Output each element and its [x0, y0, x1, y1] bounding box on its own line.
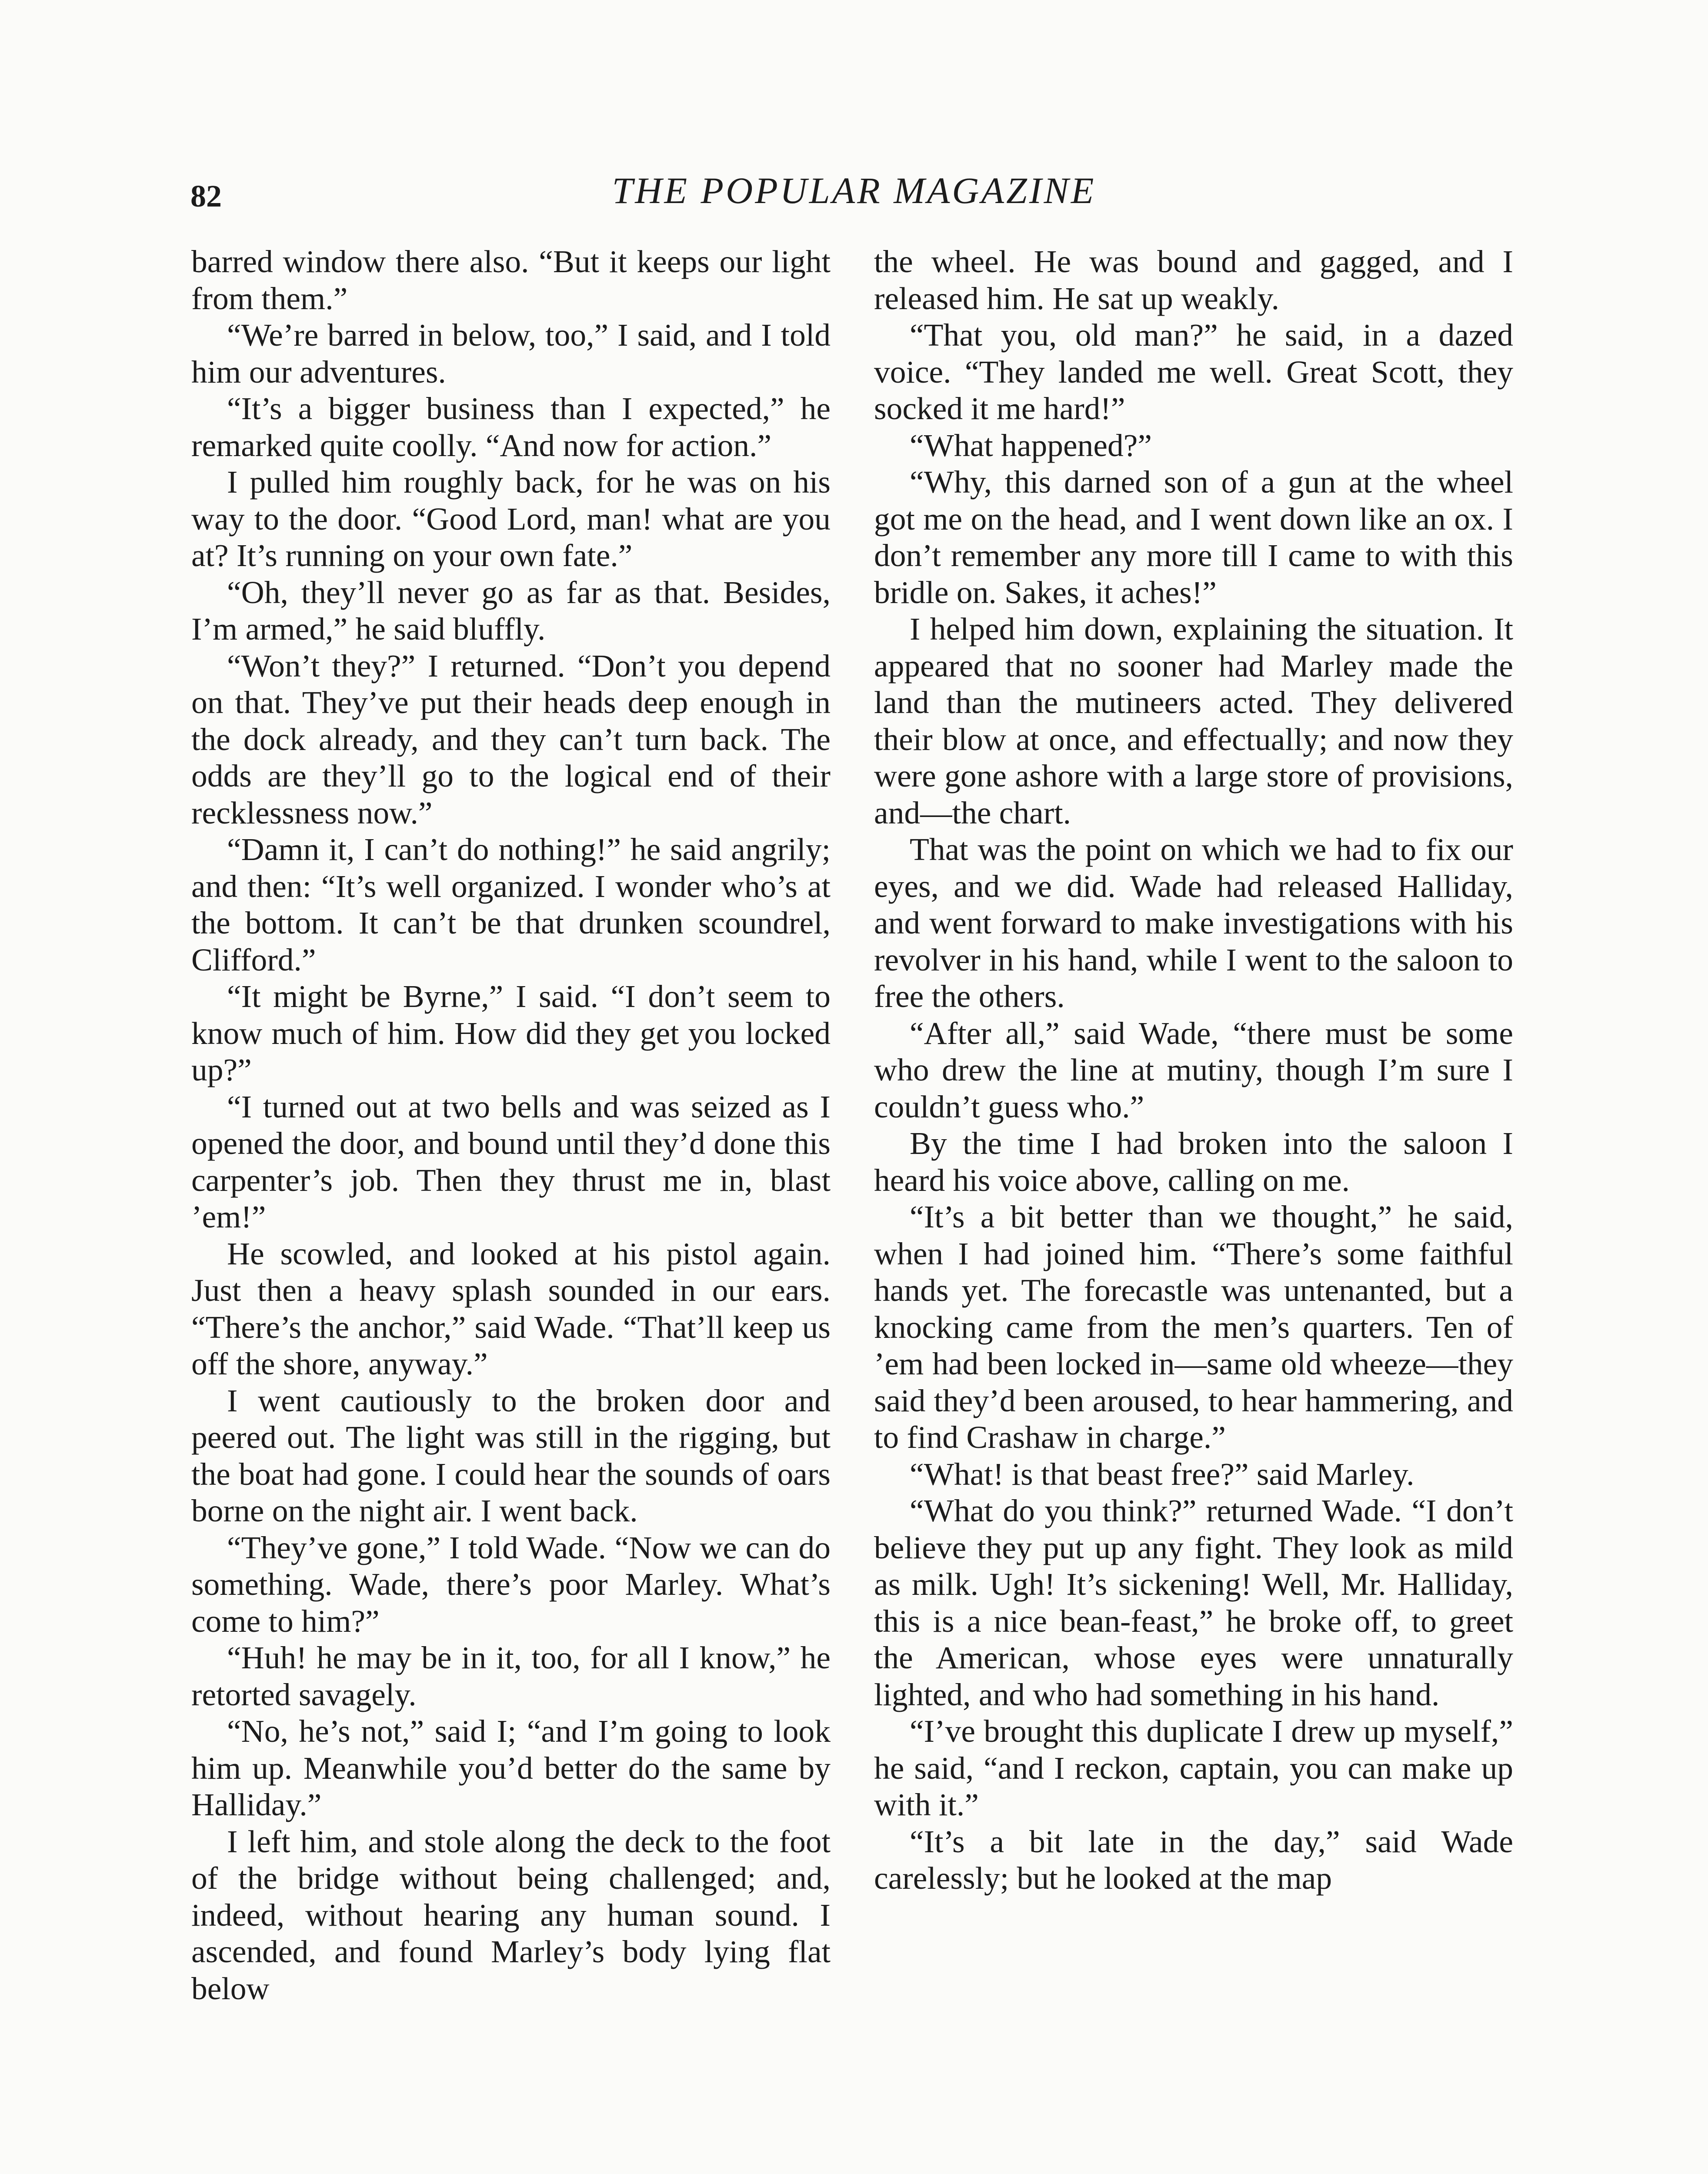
paragraph: I pulled him roughly back, for he was on his way to the door. “Good Lord, man! what are you at? It’s running on your own fate.” — [191, 464, 831, 573]
paragraph: “It’s a bigger business than I expected,” he remarked quite coolly. “And now for action.” — [191, 391, 831, 463]
paragraph: “Won’t they?” I returned. “Don’t you depend on that. They’ve put their heads deep enough in the dock already, and they can’t turn back. The odds are they’ll go to the logical end of their recklessness now.” — [191, 648, 831, 830]
paragraph: “What happened?” — [910, 427, 1152, 463]
running-title: THE POPULAR MAGAZINE — [612, 170, 1096, 211]
paragraph: “It’s a bit late in the day,” said Wade carelessly; but he looked at the map — [874, 1824, 1513, 1896]
paragraph: “No, he’s not,” said I; “and I’m going to look him up. Meanwhile you’d better do the same by Halliday.” — [191, 1714, 831, 1822]
right-column — [874, 243, 1513, 1897]
paragraph: “That you, old man?” he said, in a dazed voice. “They landed me well. Great Scott, they socked it me hard!” — [874, 317, 1513, 426]
paragraph: “Damn it, I can’t do nothing!” he said angrily; and then: “It’s well organized. I wonder who’s at the bottom. It can’t be that drunken scoundrel, Clifford.” — [191, 832, 831, 977]
paragraph: I helped him down, explaining the situation. It appeared that no sooner had Marley made the land than the mutineers acted. They delivered their blow at once, and effectually; and now they were gone ashore with a large store of provisions, and—the chart. — [874, 611, 1513, 830]
paragraph: By the time I had broken into the saloon I heard his voice above, calling on me. — [874, 1126, 1513, 1198]
paragraph: “What do you think?” returned Wade. “I don’t believe they put up any fight. They look as mild as milk. Ugh! It’s sickening! Well, Mr. Halliday, this is a nice bean-feast,” he broke off, to greet the American, whose eyes were unnaturally lighted, and who had something in his hand. — [874, 1493, 1513, 1712]
paragraph: barred window there also. “But it keeps our light from them.” — [191, 244, 831, 316]
paragraph: I went cautiously to the broken door and peered out. The light was still in the rigging, but the boat had gone. I could hear the sounds of oars borne on the night air. I went back. — [191, 1383, 831, 1528]
paragraph: the wheel. He was bound and gagged, and I released him. He sat up weakly. — [874, 244, 1513, 316]
paragraph: “We’re barred in below, too,” I said, and I told him our adventures. — [191, 317, 831, 390]
paragraph: “Why, this darned son of a gun at the wheel got me on the head, and I went down like an ox. I don’t remember any more till I came to with this bridle on. Sakes, it aches!” — [874, 464, 1513, 610]
page-number: 82 — [190, 179, 222, 213]
paragraph: “What! is that beast free?” said Marley. — [910, 1456, 1414, 1492]
paragraph: “After all,” said Wade, “there must be some who drew the line at mutiny, though I’m sure I couldn’t guess who.” — [874, 1015, 1513, 1124]
paragraph: “I turned out at two bells and was seized as I opened the door, and bound until they’d done this carpenter’s job. Then they thrust me in, blast ’em!” — [191, 1089, 831, 1234]
paragraph: That was the point on which we had to fix our eyes, and we did. Wade had released Halliday, and went forward to make investigations with his revolver in his hand, while I went to the saloon to free the others. — [874, 832, 1513, 1014]
paragraph: I left him, and stole along the deck to the foot of the bridge without being challenged; and, indeed, without hearing any human sound. I ascended, and found Marley’s body lying flat below — [191, 1824, 831, 2006]
paragraph: “Huh! he may be in it, too, for all I know,” he retorted savagely. — [191, 1640, 831, 1712]
paragraph: He scowled, and looked at his pistol again. Just then a heavy splash sounded in our ears. “There’s the anchor,” said Wade. “That’ll keep us off the shore, anyway.” — [191, 1236, 831, 1381]
paragraph: “It’s a bit better than we thought,” he said, when I had joined him. “There’s some faithful hands yet. The forecastle was untenanted, but a knocking came from the men’s quarters. Ten of ’em had been locked in—same old wheeze—they said they’d been aroused, to hear hammering, and to find Crashaw in charge.” — [874, 1199, 1513, 1455]
paragraph: “They’ve gone,” I told Wade. “Now we can do something. Wade, there’s poor Marley. What’s come to him?” — [191, 1530, 831, 1639]
paragraph: “I’ve brought this duplicate I drew up myself,” he said, “and I reckon, captain, you can make up with it.” — [874, 1714, 1513, 1822]
paragraph: “It might be Byrne,” I said. “I don’t seem to know much of him. How did they get you locked up?” — [191, 979, 831, 1087]
paragraph: “Oh, they’ll never go as far as that. Besides, I’m armed,” he said bluffly. — [191, 574, 831, 647]
left-column — [191, 243, 831, 2007]
